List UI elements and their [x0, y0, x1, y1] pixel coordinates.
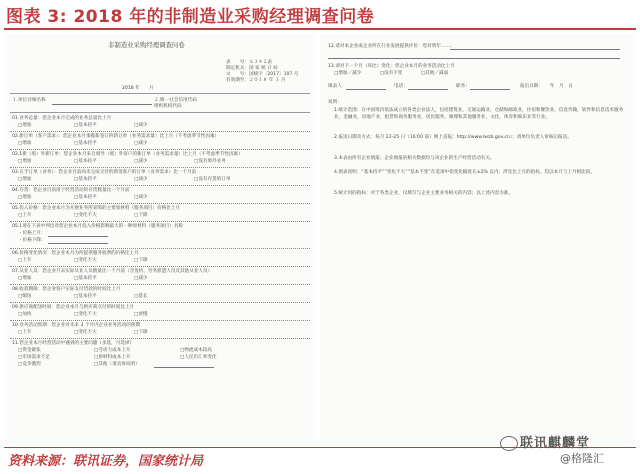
questionnaire-page-right	[320, 34, 636, 442]
option[interactable]: □基本持平	[74, 177, 97, 182]
option[interactable]: □上升	[18, 258, 32, 263]
question-13: 13.请对下一个月（环比）变化：您企业本月的业务活动比上月	[328, 64, 455, 69]
question-07: 07.从业人员：您企业月末实际从业人员数量比一个月前（含签约、劳务派遣人员及其他从业人员）	[12, 269, 213, 274]
option[interactable]: □增加	[18, 276, 32, 281]
notes-title: 说明：	[328, 100, 342, 105]
option[interactable]: □基本持平	[74, 195, 97, 200]
questionnaire-page-left	[4, 34, 316, 442]
price-down-row: ・价格下降：	[18, 238, 46, 243]
question-12: 12.请对本企业或企业所在行业发展提供评价：您对明年........	[328, 44, 453, 49]
option[interactable]: □原材料成本上升	[94, 355, 131, 360]
option[interactable]: □减少	[134, 141, 148, 146]
contact-title: 职务：	[456, 84, 470, 89]
option[interactable]: □减少	[134, 177, 148, 182]
watermark-line1: 联讯麒麟堂	[520, 436, 591, 451]
option[interactable]: □放慢	[134, 312, 148, 317]
org-code-label: 组织机构代码	[154, 104, 182, 109]
note-4: 4.填表说明：“基本持平”“变化不大”“基本不变”在选项中指变化幅度在±2% 以内；涉及比上月的指标，均以本月与上月相比较。	[334, 170, 595, 175]
note-5: 5.统计用的指标：对于各类企业，仅填写与企业主要业务相关的内容；以上述内容为准。	[334, 191, 513, 196]
option[interactable]: □增加	[18, 177, 32, 182]
option[interactable]: □延长	[134, 294, 148, 299]
option[interactable]: □上升	[18, 213, 32, 218]
option[interactable]: □市场需求不足	[18, 355, 50, 360]
contact-date: 报出日期： 年 月 日	[520, 84, 573, 89]
option[interactable]: □增加	[18, 159, 32, 164]
option[interactable]: □没有存货的订单	[194, 177, 231, 182]
doc-meta-1: 表 号：Ｓ３４２表	[226, 60, 272, 65]
question-01: 01.业务总量：您企业本月完成的业务总量比上月	[12, 116, 112, 121]
question-02-1: 02.1新（境）外新订单：您企业本月来自境外（境）外客户的新订单（业务需求量）比上月（不考虑季节性因素）	[12, 152, 243, 157]
note-3: 3.本表由所有企业填报；企业填报的相关数据均与该企业的生产经营活动有关。	[334, 156, 495, 161]
option[interactable]: □劳动力成本上升	[94, 348, 131, 353]
contact-phone: 电话：	[394, 84, 408, 89]
option[interactable]: □基本持平	[74, 141, 97, 146]
question-04: 04.存货：您企业目前用于经营活动的存货数量比一个月前	[12, 188, 130, 193]
note-2: 2.报送日期及方式：每月 22-25 日（16:00 前）网上直报；http://www.lwzb.gov.cn）；请单位负责人审核后报送。	[334, 135, 572, 140]
question-05: 05.投入价格：您企业本月为开展业务所采购的主要原材料（服务项目）价格比上月	[12, 206, 181, 211]
price-up-row: ・价格上升：	[18, 231, 46, 236]
option[interactable]: □基本持平	[74, 123, 97, 128]
note-1: 1.统计范围：在中国境内依法成立的各类企业法人，包括建筑业，交通运输业，仓储和邮政业，住宿和餐饮业，信息传输，软件和信息技术服务业，金融业，房地产业，租赁和商务服务业，居民服务，修理和其他服务业，文化，体育和娱乐业等行业。	[334, 108, 624, 120]
option[interactable]: □竞争激烈	[18, 362, 41, 367]
option[interactable]: □变化不大	[74, 312, 97, 317]
contact-filler: 填表人：	[328, 84, 347, 89]
option[interactable]: □人民币汇率变化	[180, 355, 217, 360]
doc-meta-2: 制定机关：国 家 统 计 局	[226, 66, 278, 71]
option[interactable]: □其他（请具体说明）	[94, 362, 140, 367]
option[interactable]: □缩短	[18, 294, 32, 299]
question-06: 06.价格变化情况：您企业本月为所提供服务收费的价格比上月	[12, 251, 139, 256]
option[interactable]: □减少	[134, 195, 148, 200]
question-03: 03.在手订单（业务）：您企业目前尚未完成交付的新签客户的订单（业务需求）比一个月前	[12, 170, 197, 175]
question-09: 09.供应商配送时间：您企业本月与供应商交付的时间比上月	[12, 305, 135, 310]
option[interactable]: □基本持平	[74, 159, 97, 164]
question-02: 02.新订单（客户需求）：您企业本月承揽新签订的新订单（业务需求量）比上月（不考虑季节性因素）	[12, 134, 220, 139]
option[interactable]: □减少	[134, 276, 148, 281]
option[interactable]: □增加	[18, 123, 32, 128]
option[interactable]: □变化不大	[74, 258, 97, 263]
doc-meta-4: 有效期至：２０１８ 年 １ 月	[226, 78, 286, 83]
option[interactable]: □基本持平	[74, 276, 97, 281]
wechat-icon	[500, 436, 518, 451]
option[interactable]: □变化不大	[74, 330, 97, 335]
watermark	[498, 432, 638, 472]
question-13-options[interactable]: □增加／减少 □没有不变 □其他／减弱	[334, 71, 449, 76]
option[interactable]: □物流成本较高	[180, 348, 212, 353]
option[interactable]: □增加	[18, 195, 32, 200]
doc-date: 2018 年 月	[122, 86, 154, 91]
option[interactable]: □加快	[18, 312, 32, 317]
option[interactable]: □减少	[134, 159, 148, 164]
doc-title: 非制造业采购经理调查问卷	[108, 41, 185, 49]
figure-title: 图表 3: 2018 年的非制造业采购经理调查问卷	[6, 7, 375, 27]
option[interactable]: □资金紧张	[18, 348, 41, 353]
credit-code-label: ２.统一社会信用代码	[154, 98, 197, 103]
option[interactable]: □下降	[134, 213, 148, 218]
unit-name-label: １.单位详细名称	[12, 98, 46, 103]
option[interactable]: □下降	[134, 258, 148, 263]
option[interactable]: □没有境外业务	[194, 159, 226, 164]
question-11: 11.您企业本月经营活动中遇到的主要问题（多选，可选择）	[12, 341, 135, 346]
option[interactable]: □变化不大	[74, 213, 97, 218]
option[interactable]: □上升	[18, 330, 32, 335]
title-rule	[4, 28, 636, 30]
doc-meta-3: 文 号：国统字〔2017〕107 号	[226, 72, 299, 77]
question-10: 10.业务活动预期：您企业对未来 3 个月内企业业务活动的预期	[12, 323, 140, 328]
option[interactable]: □下降	[134, 330, 148, 335]
option[interactable]: □增加	[18, 141, 32, 146]
question-05-1: 05.1请在下表中列出对您企业本月投入价格影响最大的一种原材料（服务项目）名称	[12, 224, 184, 229]
option[interactable]: □基本持平	[74, 294, 97, 299]
option[interactable]: □减少	[134, 123, 148, 128]
question-08: 08.收款期限：您企业客户实际支付货款的时间比上月	[12, 287, 121, 292]
source-note: 资料来源：联讯证券，国家统计局	[8, 454, 204, 469]
watermark-line2: @格隆汇	[560, 452, 604, 465]
